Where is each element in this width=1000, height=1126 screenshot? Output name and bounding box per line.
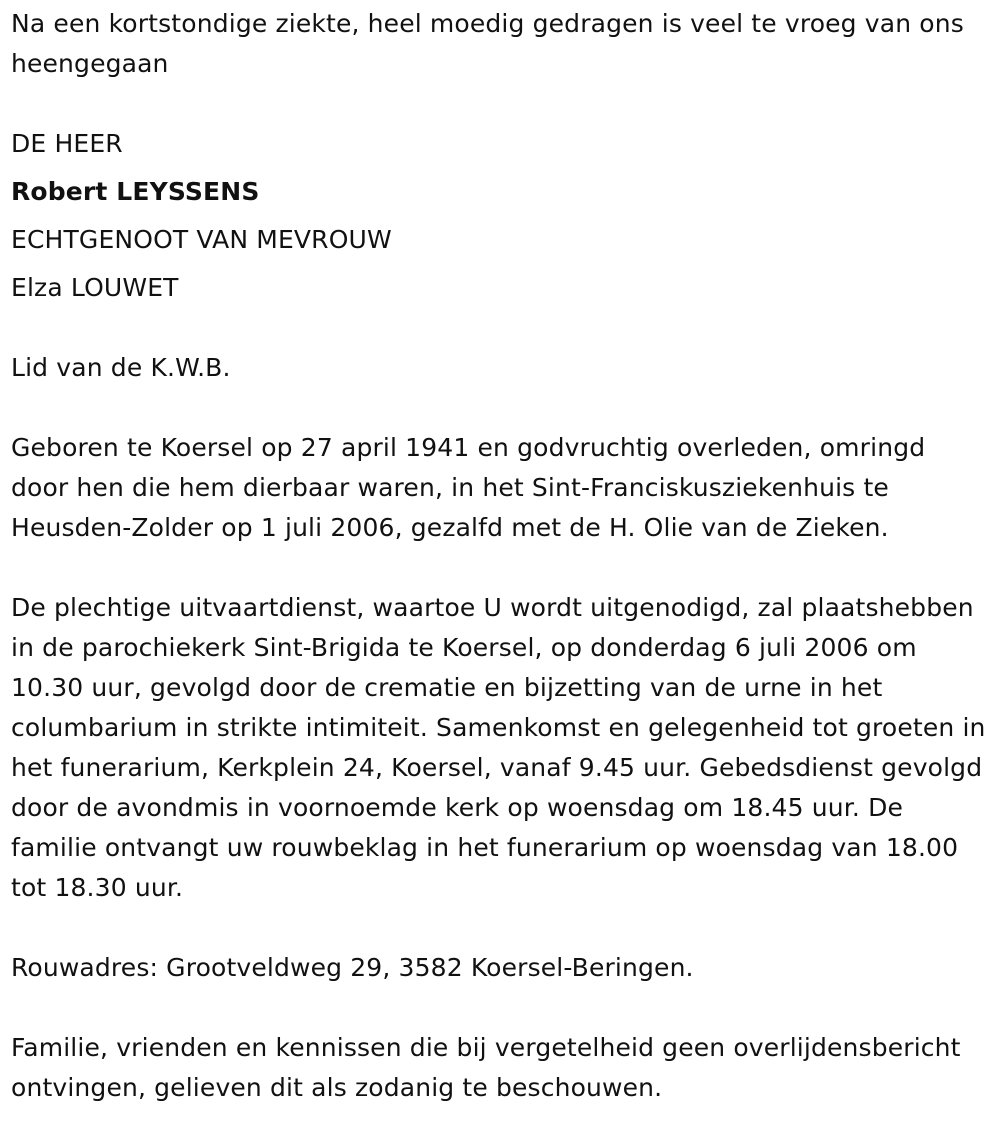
honorific-title: DE HEER <box>11 129 123 158</box>
membership-text: Lid van de K.W.B. <box>11 353 231 382</box>
spacer <box>11 308 986 348</box>
spacer <box>11 164 986 172</box>
spouse-label: ECHTGENOOT VAN MEVROUW <box>11 225 392 254</box>
spacer <box>11 212 986 220</box>
spouse-name: Elza LOUWET <box>11 273 179 302</box>
intro-text: Na een kortstondige ziekte, heel moedig gedragen is veel te vroeg van ons heengegaan <box>11 9 964 78</box>
spacer <box>11 988 986 1028</box>
spacer <box>11 388 986 428</box>
mourning-address: Rouwadres: Grootveldweg 29, 3582 Koersel-Beringen. <box>11 953 694 982</box>
funeral-paragraph: De plechtige uitvaartdienst, waartoe U wordt uitgenodigd, zal plaatshebben in de parochiekerk Sint-Brigida te Koersel, op donderdag 6 juli 2006 om 10.30 uur, gevolgd door de crematie en bijzetting van de urne in het columbarium in strikte intimiteit. Samenkomst en gelegenheid tot groeten in het funerarium, Kerkplein 24, Koersel, vanaf 9.45 uur. Gebedsdienst gevolgd door de avondmis in voornoemde kerk op woensdag om 18.45 uur. De familie ontvangt uw rouwbeklag in het funerarium op woensdag van 18.00 tot 18.30 uur. <box>11 593 986 902</box>
birth-death-paragraph: Geboren te Koersel op 27 april 1941 en godvruchtig overleden, omringd door hen die hem dierbaar waren, in het Sint-Franciskusziekenhuis te Heusden-Zolder op 1 juli 2006, gezalfd met de H. Olie van de Zieken. <box>11 433 926 542</box>
spacer <box>11 548 986 588</box>
spacer <box>11 908 986 948</box>
closing-paragraph: Familie, vrienden en kennissen die bij vergetelheid geen overlijdensbericht ontvingen, gelieven dit als zodanig te beschouwen. <box>11 1033 961 1102</box>
spacer <box>11 260 986 268</box>
deceased-name: Robert LEYSSENS <box>11 177 260 206</box>
spacer <box>11 84 986 124</box>
